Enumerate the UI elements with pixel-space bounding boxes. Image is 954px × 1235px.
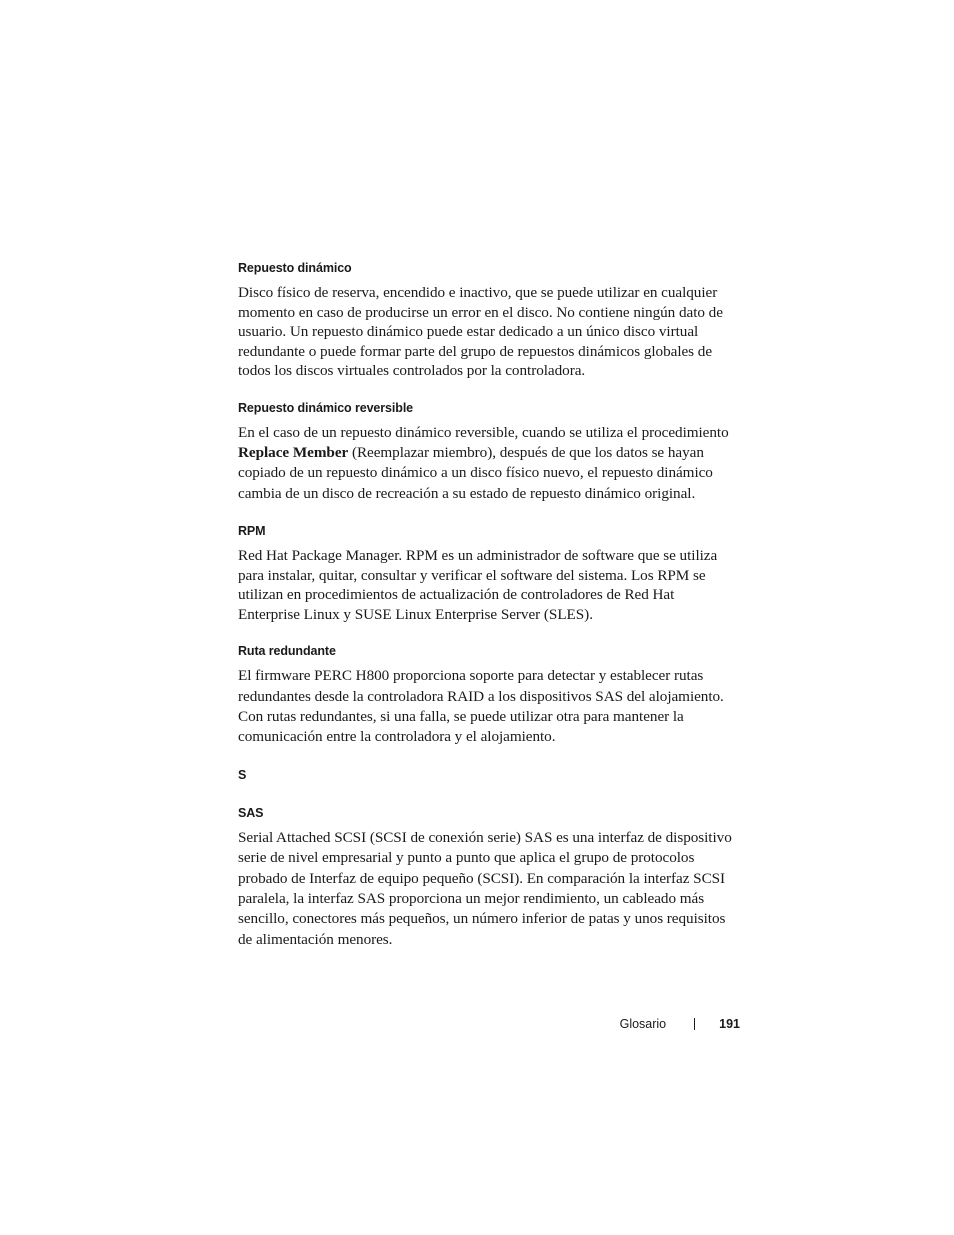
page-footer [620, 1015, 740, 1033]
glossary-entry-rpm [238, 521, 738, 624]
glossary-entry-sas [238, 803, 738, 950]
glossary-term: RPM [238, 524, 266, 539]
definition-text: En el caso de un repuesto dinámico reversible, cuando se utiliza el procedimiento [238, 423, 729, 441]
glossary-entry-repuesto-dinamico-reversible [238, 398, 738, 505]
glossary-term: SAS [238, 805, 264, 820]
definition-bold-term: Replace Member [238, 443, 349, 461]
footer-section-name: Glosario [619, 1017, 667, 1031]
glossary-definition: El firmware PERC H800 proporciona soporte para detectar y establecer rutas redundantes desde la controladora RAID a los dispositivos SAS del alojamiento. Con rutas redundantes, si una falla, se puede utilizar otra para mantener la comunicación entre la controladora y el alojamiento. [238, 667, 724, 746]
glossary-definition: Disco físico de reserva, encendido e inactivo, que se puede utilizar en cualquier momento en caso de producirse un error en el disco. No contiene ningún dato de usuario. Un repuesto dinámico puede estar dedicado a un único disco virtual redundante o puede formar parte del grupo de repuestos dinámicos globales de todos los discos virtuales controlados por la controladora. [238, 284, 723, 379]
glossary-term: Ruta redundante [238, 644, 336, 659]
section-letter: S [238, 767, 247, 782]
footer-separator [694, 1018, 695, 1030]
glossary-column [238, 258, 738, 950]
glossary-entry-repuesto-dinamico [238, 258, 738, 381]
definition-text: (Reemplazar miembro), después de que los datos se hayan copiado de un repuesto dinámico a un disco físico nuevo, el repuesto dinámico cambia de un disco de recreación a su estado de repuesto dinámico original. [238, 443, 713, 502]
glossary-definition: Serial Attached SCSI (SCSI de conexión serie) SAS es una interfaz de dispositivo serie de nivel empresarial y punto a punto que aplica el grupo de protocolos probado de Interfaz de equipo pequeño (SCSI). En comparación la interfaz SCSI paralela, la interfaz SAS proporciona un mejor rendimiento, un cableado más sencillo, conectores más pequeños, un número inferior de patas y unos requisitos de alimentación menores. [238, 828, 732, 948]
glossary-term: Repuesto dinámico reversible [238, 400, 414, 415]
glossary-definition: Red Hat Package Manager. RPM es un administrador de software que se utiliza para instalar, quitar, consultar y verificar el software del sistema. Los RPM se utilizan en procedimientos de actualización de controladores de Red Hat Enterprise Linux y SUSE Linux Enterprise Server (SLES). [238, 547, 718, 623]
glossary-definition [238, 423, 738, 505]
glossary-term: Repuesto dinámico [238, 261, 352, 275]
page-number: 191 [719, 1017, 740, 1031]
glossary-entry-ruta-redundante [238, 641, 738, 748]
